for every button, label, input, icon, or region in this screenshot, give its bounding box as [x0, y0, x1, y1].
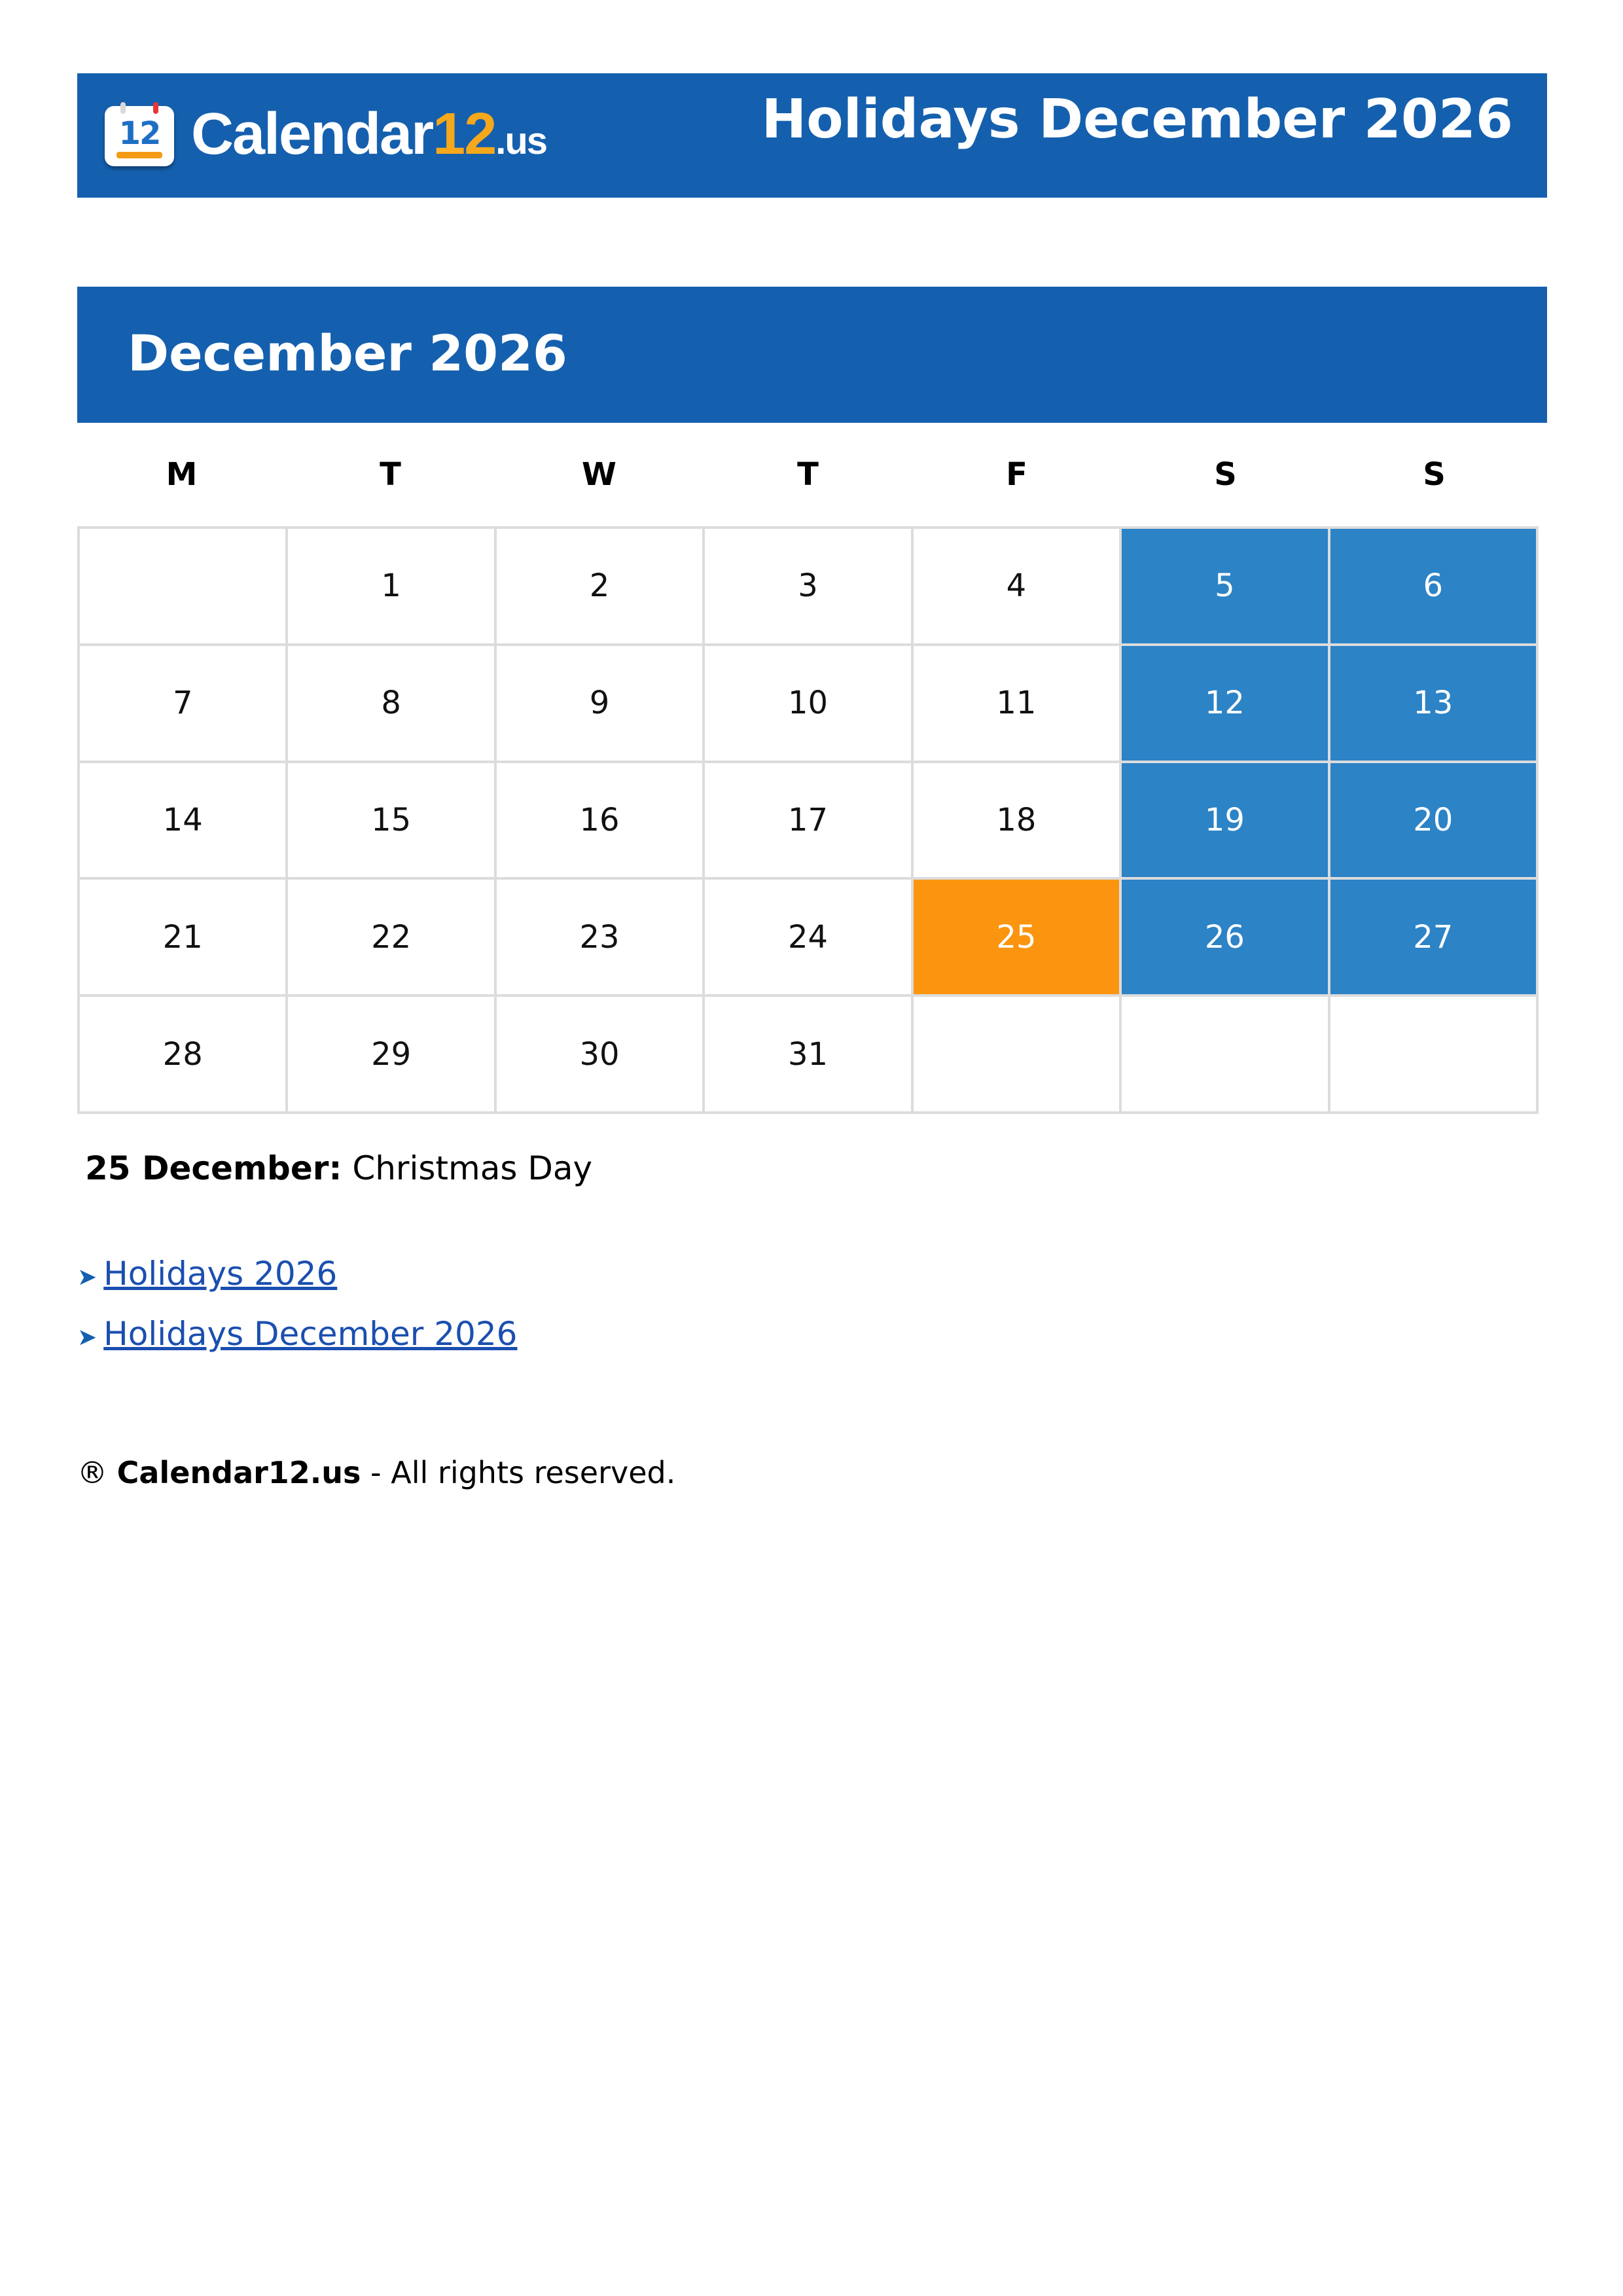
holiday-date: 25 December:	[85, 1149, 342, 1187]
day-cell-holiday[interactable]: 25	[914, 880, 1122, 997]
day-cell[interactable]: 4	[914, 529, 1122, 646]
logo-name: Calendar	[191, 101, 433, 167]
footer-text: - All rights reserved.	[361, 1455, 676, 1490]
weekday-saturday: S	[1214, 456, 1237, 493]
day-cell[interactable]: 3	[705, 529, 913, 646]
empty-day-cell	[914, 997, 1122, 1114]
day-cell-weekend[interactable]: 6	[1330, 529, 1539, 646]
day-cell[interactable]: 15	[288, 763, 496, 880]
day-cell[interactable]: 17	[705, 763, 913, 880]
day-cell[interactable]: 29	[288, 997, 496, 1114]
calendar-grid	[77, 526, 1539, 1114]
day-cell[interactable]: 28	[80, 997, 288, 1114]
link-holidays-december-2026[interactable]: Holidays December 2026	[103, 1315, 518, 1353]
footer	[77, 1450, 675, 1496]
empty-day-cell	[1122, 997, 1330, 1114]
day-cell[interactable]: 11	[914, 646, 1122, 763]
day-cell[interactable]: 22	[288, 880, 496, 997]
day-cell[interactable]: 23	[497, 880, 705, 997]
calendar-logo-icon[interactable]	[105, 106, 174, 166]
arrow-icon: ➤	[77, 1324, 98, 1351]
link-item	[77, 1244, 517, 1304]
holiday-note	[85, 1145, 592, 1191]
arrow-icon: ➤	[77, 1264, 98, 1291]
day-cell-weekend[interactable]: 20	[1330, 763, 1539, 880]
weekday-wednesday: W	[582, 456, 616, 493]
weekday-header-row	[77, 452, 1539, 497]
day-cell[interactable]: 9	[497, 646, 705, 763]
day-cell[interactable]: 31	[705, 997, 913, 1114]
logo-number: 12	[433, 101, 496, 167]
day-cell[interactable]: 16	[497, 763, 705, 880]
day-cell[interactable]: 2	[497, 529, 705, 646]
day-cell[interactable]: 7	[80, 646, 288, 763]
holiday-name: Christmas Day	[352, 1149, 593, 1187]
day-cell-weekend[interactable]: 27	[1330, 880, 1539, 997]
footer-brand: Calendar12.us	[116, 1455, 361, 1490]
day-cell[interactable]: 10	[705, 646, 913, 763]
weekday-sunday: S	[1423, 456, 1446, 493]
weekday-monday: M	[166, 456, 198, 493]
day-cell[interactable]: 1	[288, 529, 496, 646]
day-cell[interactable]: 18	[914, 763, 1122, 880]
day-cell[interactable]: 21	[80, 880, 288, 997]
day-cell[interactable]: 24	[705, 880, 913, 997]
empty-day-cell	[80, 529, 288, 646]
weekday-tuesday: T	[380, 456, 401, 493]
registered-symbol: ®	[77, 1455, 107, 1490]
page-title: Holidays December 2026	[761, 88, 1513, 151]
month-title: December 2026	[128, 324, 567, 382]
day-cell[interactable]: 30	[497, 997, 705, 1114]
day-cell-weekend[interactable]: 26	[1122, 880, 1330, 997]
link-holidays-2026[interactable]: Holidays 2026	[103, 1255, 338, 1293]
logo-icon-number: 12	[118, 115, 160, 152]
weekday-friday: F	[1006, 456, 1027, 493]
day-cell-weekend[interactable]: 13	[1330, 646, 1539, 763]
link-item	[77, 1304, 517, 1364]
day-cell-weekend[interactable]: 19	[1122, 763, 1330, 880]
empty-day-cell	[1330, 997, 1539, 1114]
weekday-thursday: T	[797, 456, 819, 493]
related-links	[77, 1244, 517, 1364]
site-logo[interactable]	[191, 98, 546, 170]
day-cell-weekend[interactable]: 12	[1122, 646, 1330, 763]
logo-tld: .us	[495, 120, 547, 162]
day-cell[interactable]: 14	[80, 763, 288, 880]
day-cell[interactable]: 8	[288, 646, 496, 763]
day-cell-weekend[interactable]: 5	[1122, 529, 1330, 646]
